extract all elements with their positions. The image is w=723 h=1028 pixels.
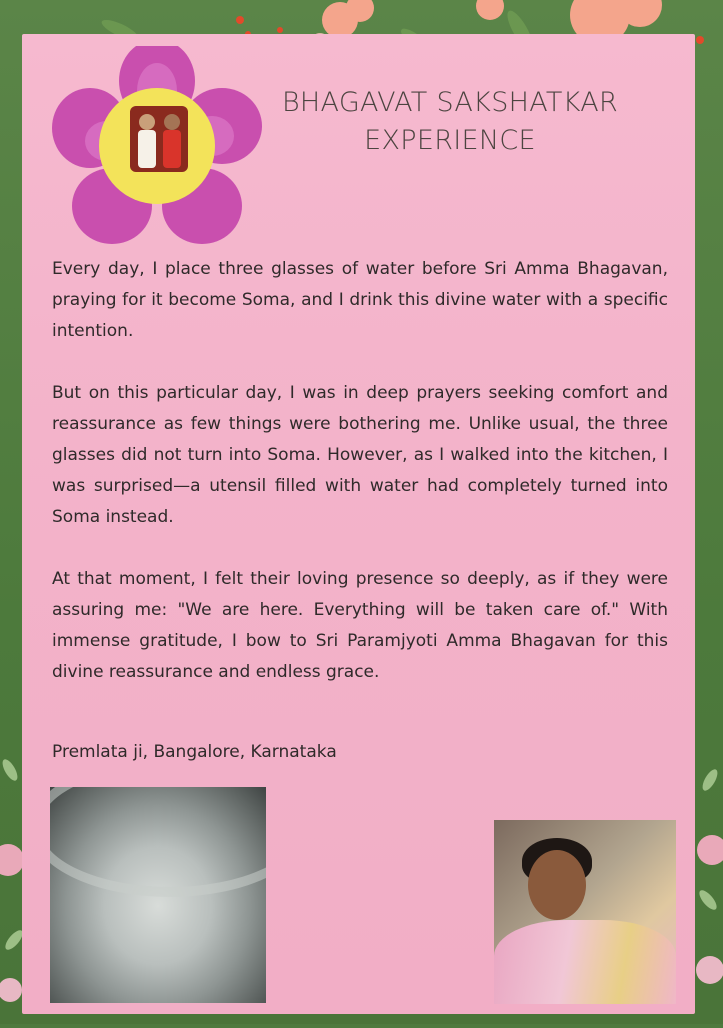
paragraph-2: But on this particular day, I was in deep prayers seeking comfort and reassurance as few things were bothering me. Unlike usual, the three glasses did not turn into Soma. However, as I walked into the kitchen, I was surprised—a utensil filled with water had completely turned into Soma instead. (52, 383, 668, 527)
title-line-1: BHAGAVAT SAKSHATKAR (281, 87, 619, 118)
water-utensil-photo (50, 787, 266, 1003)
title-line-2: EXPERIENCE (364, 125, 536, 156)
devotee-photo (494, 820, 676, 1004)
paragraph-1: Every day, I place three glasses of water before Sri Amma Bhagavan, praying for it become Soma, and I drink this divine water with a specific intention. (52, 259, 668, 341)
page-title (250, 84, 650, 160)
signature: Premlata ji, Bangalore, Karnataka (52, 742, 337, 762)
paragraph-3: At that moment, I felt their loving presence so deeply, as if they were assuring me: "We are here. Everything will be taken care of." With immense gratitude, I bow to Sri Paramjyoti Amma Bhagavan for this divine reassurance and endless grace. (52, 569, 668, 682)
testimony-body (52, 254, 668, 719)
deity-portrait-icon (130, 106, 188, 172)
floral-border-right (692, 740, 723, 1024)
flower-emblem (52, 46, 262, 246)
